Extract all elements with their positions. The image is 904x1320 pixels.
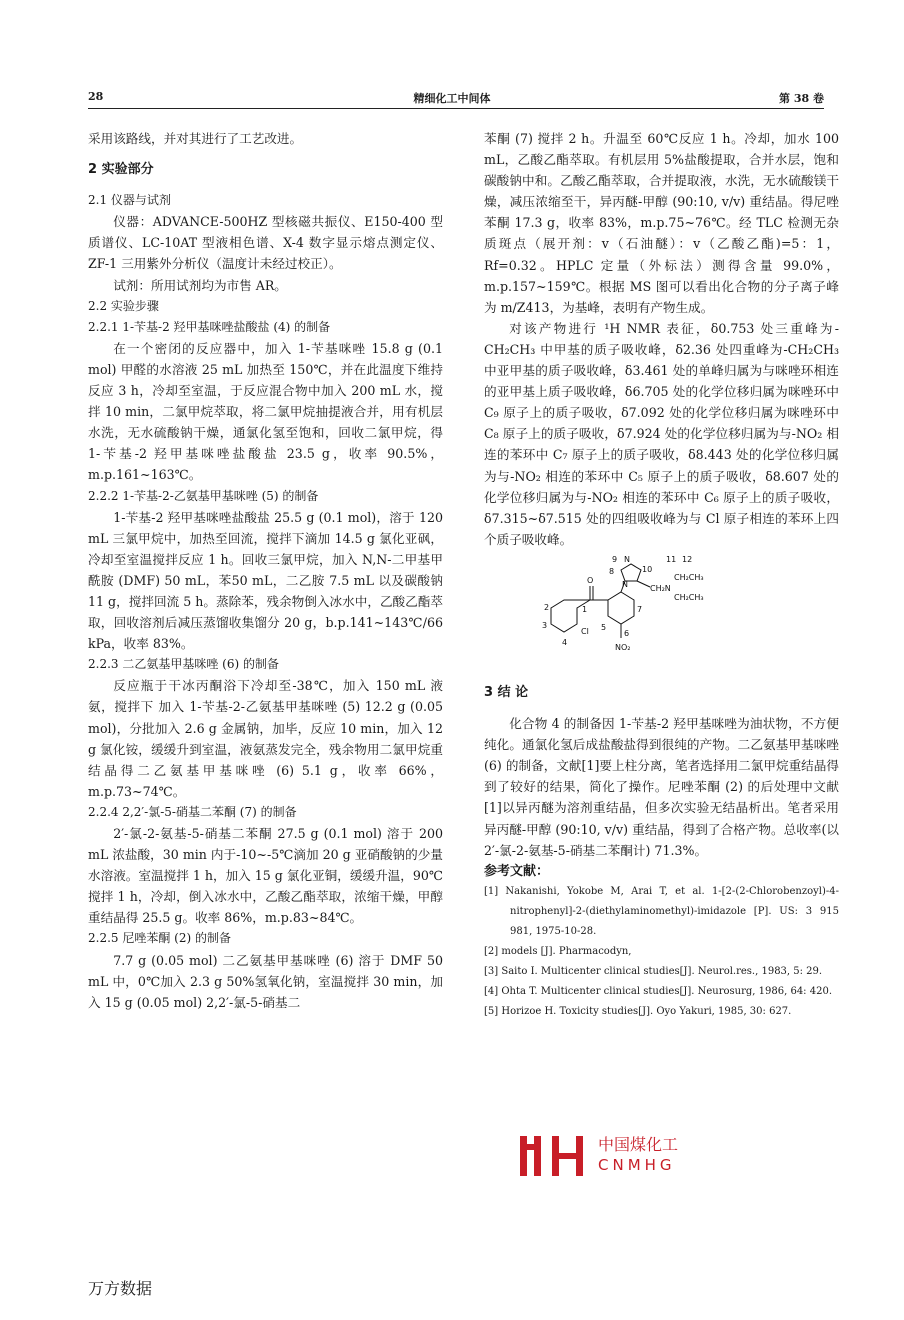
paragraph: 采用该路线，并对其进行了工艺改进。 <box>88 131 303 146</box>
page-number: 28 <box>88 90 104 103</box>
paragraph: 7.7 g (0.05 mol) 二乙氨基甲基咪唑 (6) 溶于 DMF 50 mL 中，0℃加入 2.3 g 50%氢氧化钠，室温搅拌 30 min，加入 15 g (0.05 mol) 2,2′-氯-5-硝基二 <box>88 952 443 1010</box>
chlorine-label: Cl <box>581 626 589 636</box>
subsection-heading: 2.2.2 1-苄基-2-乙氨基甲基咪唑 (5) 的制备 <box>88 488 319 503</box>
reference-item: [5] Horizoe H. Toxicity studies[J]. Oyo Yakuri, 1985, 30: 627. <box>484 1005 792 1017</box>
footer-source: 万方数据 <box>88 1279 153 1298</box>
journal-title: 精细化工中间体 <box>413 92 491 105</box>
left-column <box>88 128 443 1013</box>
reference-item: [1] Nakanishi, Yokobe M, Arai T, et al. 1-[2-(2-Chlorobenzoyl)-4-nitrophenyl]-2-(diethylaminomethyl)-imidazole [P]. US: 3 915 981, 1975-10-28. <box>484 885 839 937</box>
atom-label-9: 9 <box>612 554 618 564</box>
subsection-heading: 2.2.1 1-苄基-2 羟甲基咪唑盐酸盐 (4) 的制备 <box>88 319 331 334</box>
paragraph: 苯酮 (7) 搅拌 2 h。升温至 60℃反应 1 h。冷却，加水 100 mL，乙酸乙酯萃取。有机层用 5%盐酸提取，合并水层，饱和碳酸钠中和。乙酸乙酯萃取，合并提取液，水洗，无水硫酸镁干燥，减压浓缩至干，异丙醚-甲醇 (90:10, v/v) 重结晶。得尼唑苯酮 17.3 g，收率 83%，m.p.75~76℃。经 TLC 检测无杂质斑点（展开剂：v（石油醚）：v（乙酸乙酯)=5：1，Rf=0.32。HPLC 定量（外标法）测得含量 99.0%，m.p.157~159℃。根据 MS 图可以看出化合物的分子离子峰为 m/Z413，为基峰，表明有产物生成。 <box>484 131 839 315</box>
chemical-structure <box>484 550 839 676</box>
spacer <box>484 703 839 713</box>
paragraph: 1-苄基-2 羟甲基咪唑盐酸盐 25.5 g (0.1 mol)，溶于 120 mL 三氯甲烷中，加热至回流，搅拌下滴加 14.5 g 氯化亚砜，冷却至室温搅拌反应 1 h。回收三氯甲烷，加入 N,N-二甲基甲酰胺 (DMF) 50 mL，苯50 mL，二乙胺 7.5 mL 以及碳酸钠 11 g，搅拌回流 5 h。蒸除苯，残余物倒入冰水中，乙酸乙酯萃取，回收溶剂后减压蒸馏收集馏分 20 g，b.p.141~143℃/66 kPa，收率 83%。 <box>88 509 443 652</box>
atom-label-4: 4 <box>562 637 568 647</box>
atom-label-10: 10 <box>642 564 653 574</box>
paragraph: 在一个密闭的反应器中，加入 1-苄基咪唑 15.8 g (0.1 mol) 甲醛的水溶液 25 mL 加热至 150℃，并在此温度下维持反应 3 h，冷却至室温，于反应混合物中加入 200 mL 水，搅拌 10 min，二氯甲烷萃取，将二氯甲烷抽提液合并，用有机层水洗，无水硫酸钠干燥，通氯化氢至饱和，回收二氯甲烷，得 1-苄基-2 羟甲基咪唑盐酸盐 23.5 g，收率 90.5%，m.p.161~163℃。 <box>88 340 443 483</box>
atom-label-1: 1 <box>582 604 588 614</box>
reference-item: [3] Saito I. Multicenter clinical studies[J]. Neurol.res., 1983, 5: 29. <box>484 965 823 977</box>
paragraph: 试剂：所用试剂均为市售 AR。 <box>113 277 287 293</box>
atom-label-8: 8 <box>609 566 615 576</box>
atom-label-5: 5 <box>601 622 607 632</box>
paragraph: 仪器：ADVANCE-500HZ 型核磁共振仪、E150-400 型质谱仪、LC-10AT 型液相色谱、X-4 数字显示熔点测定仪、ZF-1 三用紫外分析仪（温度计未经过校正）。 <box>88 214 443 272</box>
subsection-heading: 2.2.4 2,2′-氯-5-硝基二苯酮 (7) 的制备 <box>88 804 297 819</box>
spacer <box>88 149 443 159</box>
nitrogen-top-label: N <box>624 554 630 564</box>
volume-label: 第 38 卷 <box>779 92 824 105</box>
watermark-en-text: CNMHG <box>598 1156 676 1174</box>
atom-label-7: 7 <box>637 604 643 614</box>
section-heading: 2 实验部分 <box>88 162 154 178</box>
chain-label: CH₂N <box>650 583 671 593</box>
ethyl-top-label: CH₂CH₃ <box>674 572 704 582</box>
paragraph: 对该产物进行 ¹H NMR 表征，δ0.753 处三重峰为-CH₂CH₃ 中甲基的质子吸收峰，δ2.36 处四重峰为-CH₂CH₃ 中亚甲基的质子吸收峰，δ3.461 处的单峰归属为与咪唑环相连的亚甲基上质子吸收峰，δ6.705 处的化学位移归属为咪唑环中 C₉ 原子上的质子吸收，δ7.092 处的化学位移归属为咪唑环中 C₈ 原子上的质子吸收，δ7.924 处的化学位移归属为与-NO₂ 相连的苯环中 C₇ 原子上的质子吸收，δ8.443 处的化学位移归属为与-NO₂ 相连的苯环中 C₅ 原子上的质子吸收，δ8.607 处的化学位移归属为与-NO₂ 相连的苯环中 C₆ 原子上的质子吸收，δ7.315~δ7.515 处的四组吸收峰为与 Cl 原子相连的苯环上四个质子吸收峰。 <box>484 320 839 547</box>
subsection-heading: 2.2.3 二乙氨基甲基咪唑 (6) 的制备 <box>88 657 279 672</box>
section-heading: 3 结 论 <box>484 684 529 700</box>
header-rule <box>88 108 824 109</box>
subsection-heading: 2.1 仪器与试剂 <box>88 193 171 208</box>
paragraph: 反应瓶于干冰丙酮浴下冷却至-38℃，加入 150 mL 液氨，搅拌下 加入 1-苄基-2-乙氨基甲基咪唑 (5) 12.2 g (0.05 mol)，分批加入 2.6 g 金属钠，加毕，反应 10 min，加入 12 g 氯化铵，缓缓升到室温，液氨蒸发完全，残余物用二氯甲烷重结晶得二乙氨基甲基咪唑 (6) 5.1 g，收率 66%，m.p.73~74℃。 <box>88 678 443 799</box>
nitro-label: NO₂ <box>615 642 631 652</box>
atom-label-2: 2 <box>544 602 550 612</box>
reference-item: [4] Ohta T. Multicenter clinical studies[J]. Neurosurg, 1986, 64: 420. <box>484 985 832 997</box>
atom-label-11: 11 <box>666 554 677 564</box>
subsection-heading: 2.2 实验步骤 <box>88 298 159 313</box>
atom-label-6: 6 <box>624 628 630 638</box>
ethyl-bottom-label: CH₂CH₃ <box>674 592 704 602</box>
oxygen-label: O <box>587 575 594 585</box>
paragraph: 2′-氯-2-氨基-5-硝基二苯酮 27.5 g (0.1 mol) 溶于 200 mL 浓盐酸，30 min 内于-10~-5℃滴加 20 g 亚硝酸钠的少量水溶液。室温搅拌 1 h，加入 15 g 氯化亚铜，缓缓升温，90℃搅拌 1 h，冷却，倒入冰水中，乙酸乙酯萃取，浓缩干燥，甲醇重结晶得 25.5 g。收率 86%，m.p.83~84℃。 <box>88 826 443 926</box>
section-heading: 参考文献： <box>484 863 550 879</box>
right-column <box>484 128 839 1022</box>
reference-item: [2] models [J]. Pharmacodyn, <box>484 945 632 957</box>
atom-label-3: 3 <box>542 620 548 630</box>
spacer <box>88 180 443 190</box>
watermark-cn-text: 中国煤化工 <box>598 1135 679 1154</box>
watermark <box>518 1130 696 1180</box>
paragraph: 化合物 4 的制备因 1-苄基-2 羟甲基咪唑为油状物，不方便纯化。通氯化氢后成盐酸盐得到很纯的产物。二乙氨基甲基咪唑 (6) 的制备，文献[1]要上柱分离，笔者选择用二氯甲烷重结晶得到了较好的结果，简化了操作。尼唑苯酮 (2) 的后处理中文献[1]以异丙醚为溶剂重结晶，但多次实验无结晶析出。笔者采用异丙醚-甲醇 (90:10, v/v) 重结晶，得到了合格产物。总收率(以 2′-氯-2-氨基-5-硝基二苯酮计) 71.3%。 <box>484 716 839 858</box>
nitrogen-ring-label: N <box>622 579 628 589</box>
atom-label-12: 12 <box>682 554 693 564</box>
subsection-heading: 2.2.5 尼唑苯酮 (2) 的制备 <box>88 931 231 946</box>
watermark-logo <box>518 1130 593 1180</box>
